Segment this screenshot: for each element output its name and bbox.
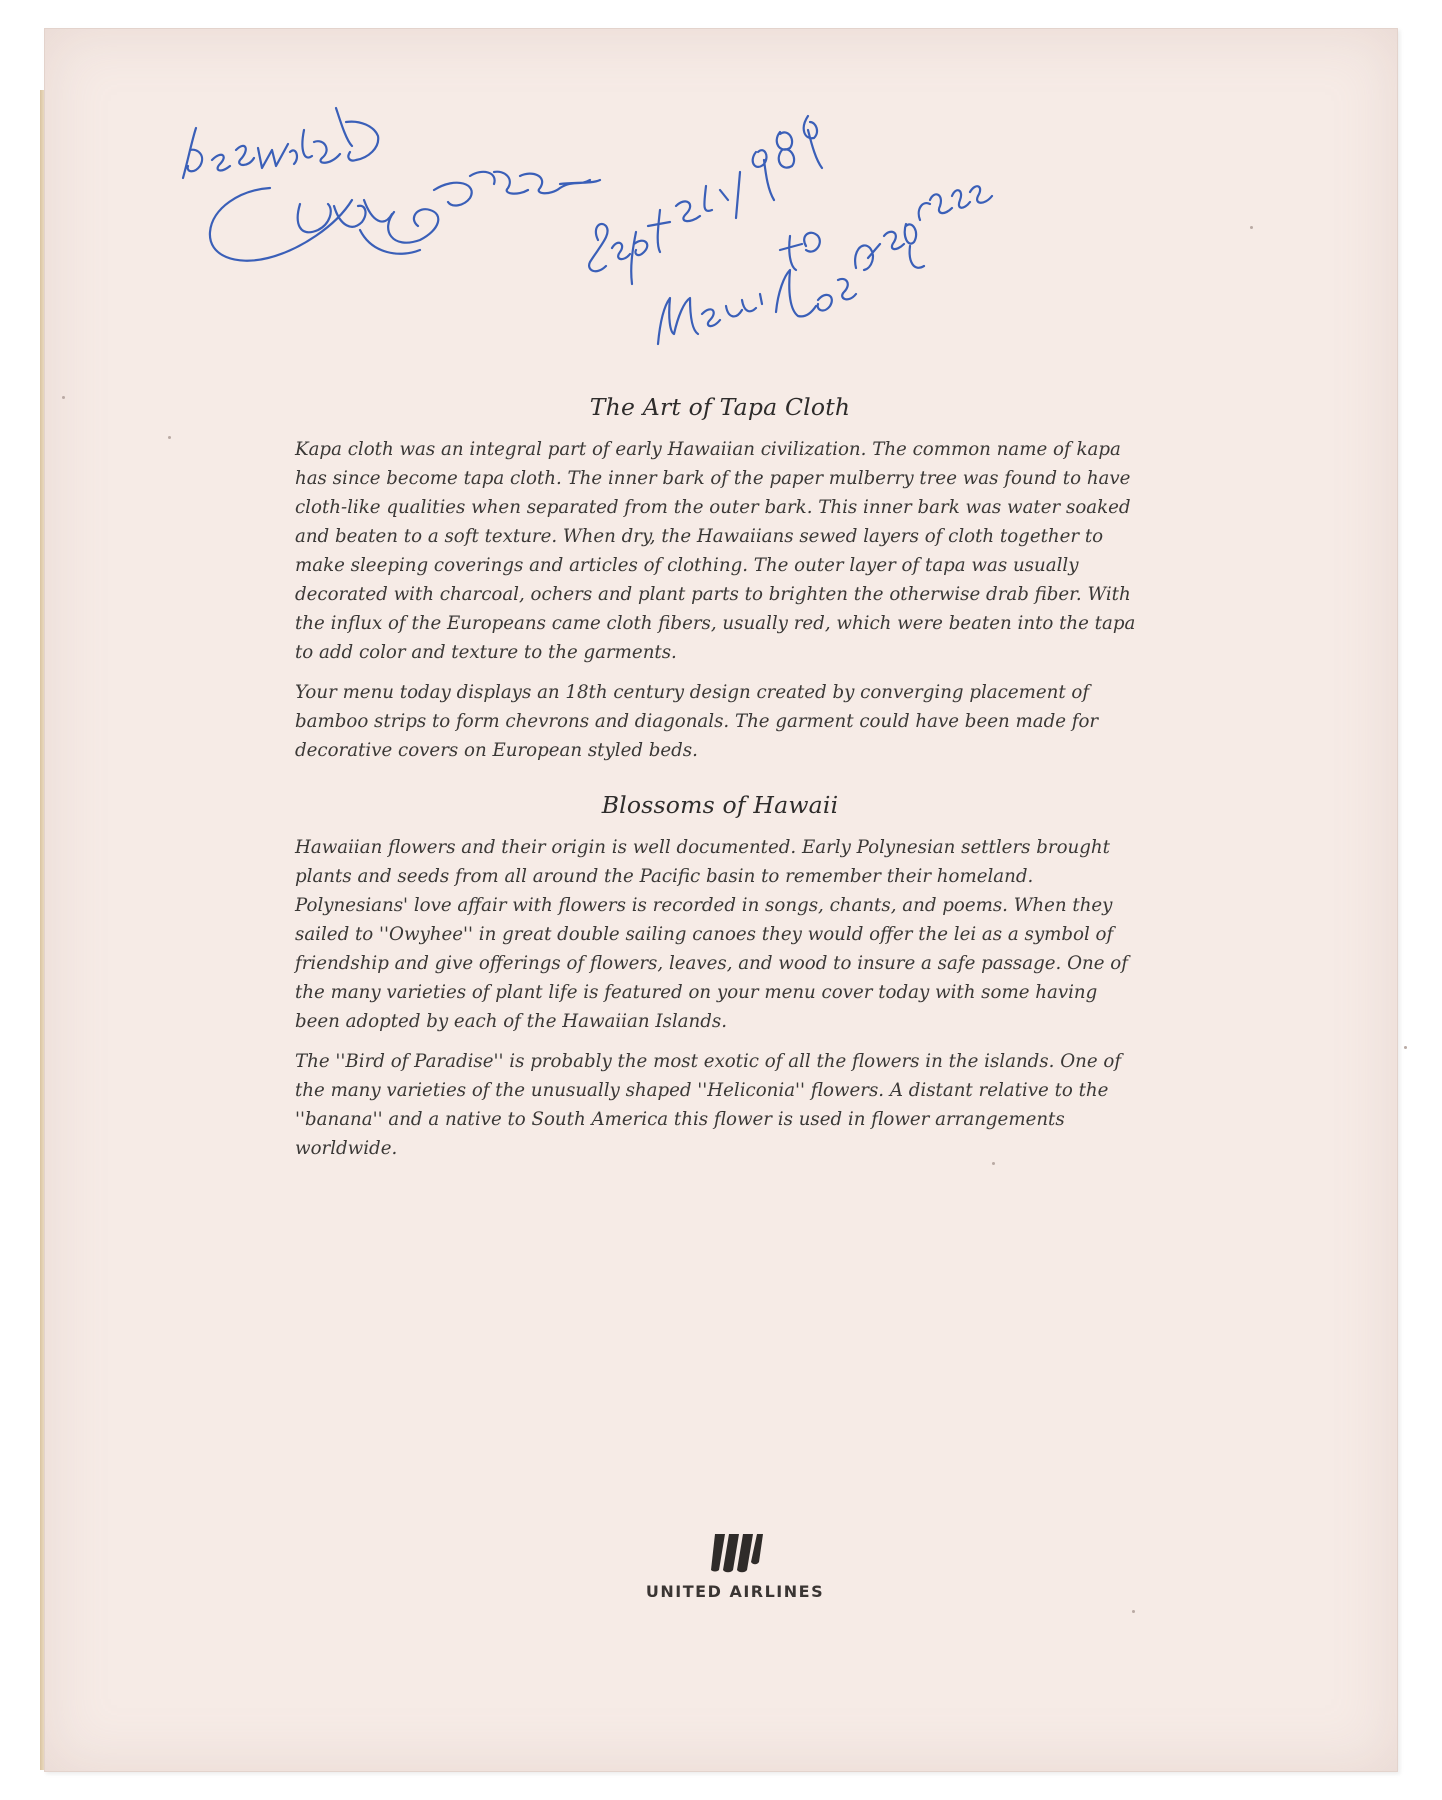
blossoms-paragraph-1: Hawaiian flowers and their origin is well documented. Early Polynesian settlers brought plants and seeds from all around the Pacific basin to remember their homeland. Polynesians' love affair with flowers is recorded in songs, chants, and poems. When they sailed to ''Owyhee'' in great double sailing canoes they would offer the lei as a symbol of friendship and give offerings of flowers, leaves, and wood to insure a safe passage. One of the many varieties of plant life is featured on your menu cover today with some having been adopted by each of the Hawaiian Islands. xyxy=(295,837,1128,1032)
paper-speck xyxy=(992,1162,995,1165)
blossoms-paragraph-2: The ''Bird of Paradise'' is probably the most exotic of all the flowers in the islands. One of the many varieties of the unusually shaped ''Heliconia'' flowers. A distant relative to the ''banana'' and a native to South America this flower is used in flower arrangements worldwide. xyxy=(295,1051,1122,1159)
section-title-tapa-cloth: The Art of Tapa Cloth xyxy=(589,393,851,421)
united-airlines-wordmark: UNITED AIRLINES xyxy=(645,1582,825,1601)
menu-text xyxy=(295,393,1145,1163)
paper-speck xyxy=(1132,1610,1135,1613)
tapa-paragraph-1: Kapa cloth was an integral part of early Hawaiian civilization. The common name of kapa has since become tapa cloth. The inner bark of the paper mulberry tree was found to have cloth-like qualities when separated from the outer bark. This inner bark was water soaked and beaten to a soft texture. When dry, the Hawaiians sewed layers of cloth together to make sleeping coverings and articles of clothing. The outer layer of tapa was usually decorated with charcoal, ochers and plant parts to brighten the otherwise drab fiber. With the influx of the Europeans came cloth fibers, usually red, which were beaten into the tapa to add color and texture to the garments. xyxy=(295,439,1136,663)
paper-speck xyxy=(168,436,171,439)
section-title-blossoms: Blossoms of Hawaii xyxy=(601,791,839,819)
paper-speck xyxy=(1404,1046,1407,1049)
united-airlines-logo xyxy=(600,1532,870,1601)
paper-speck xyxy=(1250,226,1253,229)
tapa-paragraph-2: Your menu today displays an 18th century design created by converging placement of bamboo strips to form chevrons and diagonals. The garment could have been made for decorative covers on European styled beds. xyxy=(295,682,1099,761)
united-airlines-tulip-icon xyxy=(707,1532,763,1576)
paper-speck xyxy=(62,396,65,399)
